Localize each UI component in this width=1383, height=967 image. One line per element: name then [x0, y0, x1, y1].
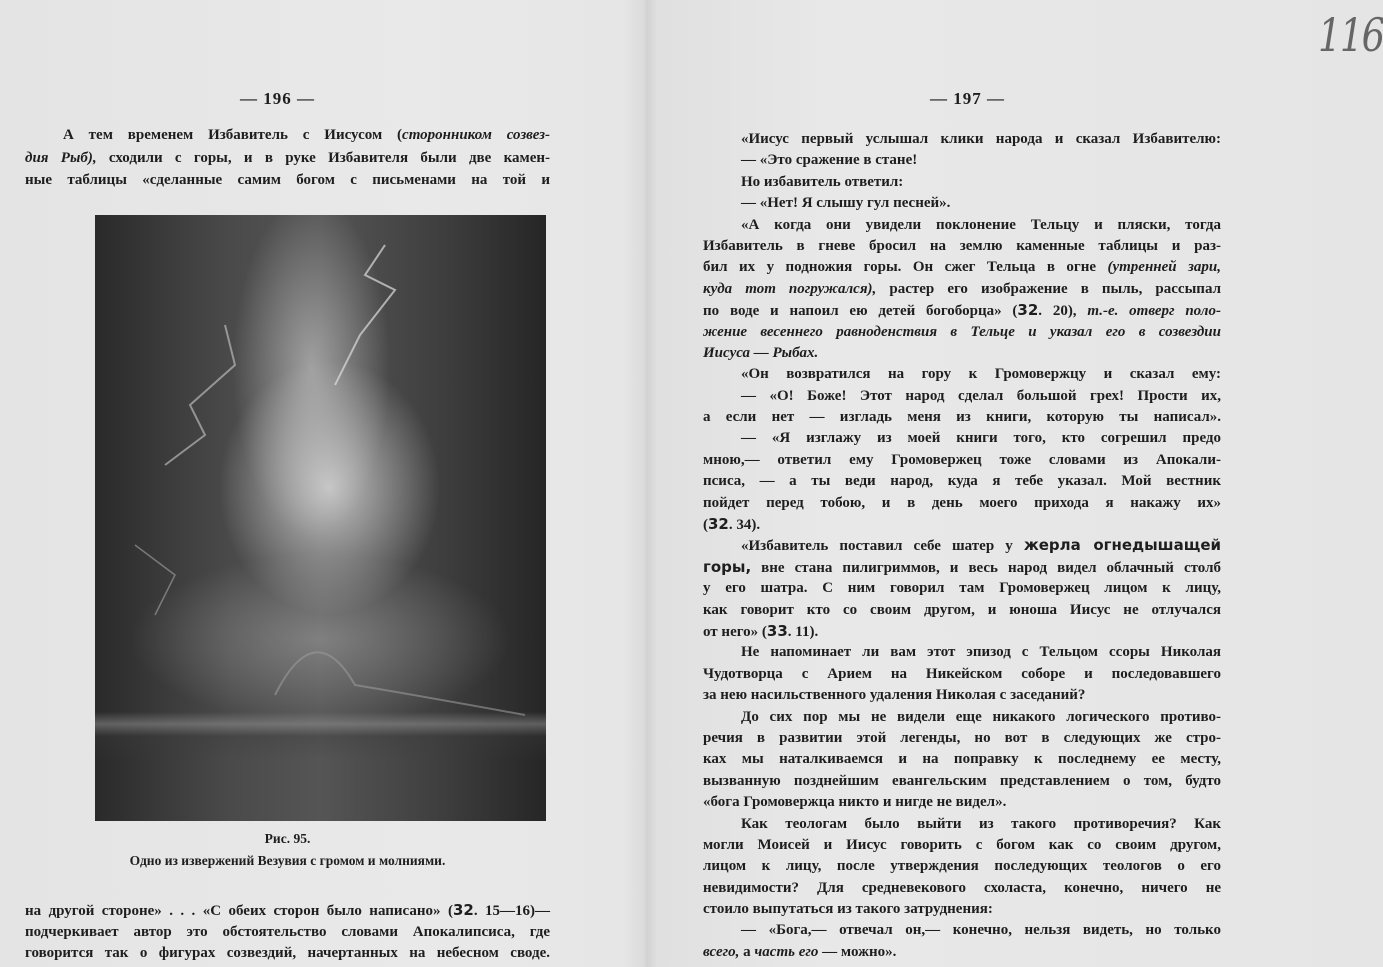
text-segment: могли Моисей и Иисус говорить с богом как со своим другом,	[703, 836, 1221, 853]
bold-text-segment: 32	[1017, 301, 1039, 320]
text-segment: вне стана пилигриммов, и весь народ видел облачный столб	[751, 559, 1221, 576]
text-line	[703, 450, 1221, 471]
text-line	[703, 707, 1221, 728]
text-line	[703, 878, 1221, 899]
text-segment: от него» (	[703, 623, 767, 640]
text-line	[25, 922, 550, 944]
text-segment: стоило выпутаться из такого затруднения:	[703, 901, 993, 918]
text-line	[703, 428, 1221, 449]
bold-text-segment: жерла огнедышащей	[1023, 536, 1221, 555]
text-line	[25, 124, 550, 147]
text-line	[703, 279, 1221, 300]
italic-text-segment: дия Рыб),	[25, 149, 97, 166]
text-segment: подчеркивает автор это обстоятельство словами Апокалипсиса, где	[25, 923, 550, 940]
text-segment: Как теологам было выйти из такого противоречия? Как	[741, 815, 1221, 832]
text-line	[703, 493, 1221, 514]
text-segment: Чудотворца с Арием на Никейском соборе и последовавшего	[703, 665, 1221, 682]
italic-text-segment: сторонником созвез-	[402, 127, 551, 143]
text-segment: — «О! Боже! Этот народ сделал большой грех! Прости их,	[741, 387, 1221, 404]
italic-text-segment: всего,	[703, 943, 740, 960]
text-line	[703, 899, 1221, 920]
text-line	[703, 343, 1221, 364]
text-segment: бил их у подножия горы. Он сжег Тельца в огне	[703, 259, 1108, 276]
italic-text-segment: Иисуса — Рыбах.	[703, 344, 819, 361]
left-page-number: — 196 —	[240, 89, 315, 108]
italic-text-segment: часть его	[754, 943, 819, 960]
text-line	[703, 300, 1221, 321]
text-line	[703, 600, 1221, 621]
text-line	[703, 172, 1221, 193]
text-segment: . 11).	[787, 623, 819, 640]
text-line	[703, 150, 1221, 171]
text-line	[703, 856, 1221, 877]
text-segment: мною,— ответил ему Громовержец тоже словами из Апокали-	[703, 451, 1221, 468]
text-line	[703, 942, 1221, 963]
text-line	[703, 920, 1221, 941]
text-line	[703, 514, 1221, 535]
text-line	[703, 749, 1221, 770]
text-line	[703, 664, 1221, 685]
text-segment: — можно».	[818, 943, 897, 960]
text-segment: — «Я изглажу из моей книги того, кто согрешил предо	[741, 430, 1221, 447]
text-segment: невидимости? Для средневекового схоласта, конечно, ничего не	[703, 879, 1221, 896]
text-segment: речия в развитии этой легенды, но вот в следующих же стро-	[703, 729, 1221, 746]
text-segment: «А когда они увидели поклонение Тельцу и пляски, тогда	[741, 216, 1221, 233]
right-page-text	[703, 129, 1221, 963]
text-line	[703, 835, 1221, 856]
text-segment: «бога Громовержца никто и нигде не видел».	[703, 794, 1007, 811]
text-line	[25, 943, 550, 965]
text-segment: вызванную позднейшим евангельским представлением о том, будто	[703, 772, 1221, 789]
text-line	[703, 193, 1221, 214]
text-segment: . 20),	[1038, 303, 1088, 320]
text-line	[703, 236, 1221, 257]
text-segment: — «Нет! Я слышу гул песней».	[741, 195, 951, 212]
text-segment: растер его изображение в пыль, рассыпал	[876, 280, 1221, 297]
text-segment: «Избавитель поставил себе шатер у	[741, 538, 1024, 555]
text-segment: пойдет перед тобою, и в день моего прихода я накажу их»	[703, 494, 1221, 511]
text-segment: «Он возвратился на гору к Громовержцу и сказал ему:	[741, 366, 1221, 383]
text-segment: (	[703, 517, 708, 534]
text-segment: как говорит кто со своим другом, и юноша Иисус не отлучался	[703, 601, 1221, 618]
text-line	[703, 535, 1221, 556]
text-segment: «Иисус первый услышал клики народа и сказал Избавителю:	[741, 131, 1221, 147]
bold-text-segment: 33	[766, 621, 788, 640]
text-line	[703, 257, 1221, 278]
bold-text-segment: 32	[452, 901, 474, 919]
text-segment: а если нет — изгладь меня из книги, которую ты написал».	[703, 409, 1221, 426]
bold-text-segment: 32	[708, 515, 729, 534]
text-line	[703, 557, 1221, 578]
italic-text-segment: жение весеннего равноденствия в Тельце и указал его в созвездии	[703, 323, 1221, 340]
text-line	[25, 147, 550, 170]
text-segment: ные таблицы «сделанные самим богом с письменами на той и	[25, 172, 550, 188]
italic-text-segment: куда тот погружался),	[703, 280, 877, 297]
text-line	[703, 685, 1221, 706]
figure-caption-number: Рис. 95.	[264, 831, 311, 846]
text-line	[703, 215, 1221, 236]
text-line	[703, 407, 1221, 428]
text-segment: сходили с горы, и в руке Избавителя были две камен-	[96, 149, 551, 166]
handwritten-folio-number: 116	[1318, 8, 1383, 62]
text-segment: До сих пор мы не видели еще никакого логического противо-	[741, 708, 1221, 725]
text-line	[703, 364, 1221, 385]
text-line	[703, 642, 1221, 663]
text-segment: Но избавитель ответил:	[741, 173, 904, 190]
text-line	[703, 621, 1221, 642]
left-page-top-text	[25, 124, 550, 192]
text-segment: — «Это сражение в стане!	[741, 152, 918, 169]
figure-caption-text: Одно из извержений Везувия с громом и молниями.	[129, 853, 446, 868]
text-segment: а	[739, 943, 755, 960]
text-segment: за нею насильственного удаления Николая с заседаний?	[703, 687, 1086, 704]
text-line	[703, 792, 1221, 813]
text-segment: по воде и напоил ею детей богоборца» (	[703, 303, 1018, 320]
text-line	[703, 728, 1221, 749]
text-segment: лицом к лицу, после утверждения последующих теологов о его	[703, 858, 1221, 875]
text-segment: Избавитель в гневе бросил на землю каменные таблицы и раз-	[703, 237, 1221, 254]
text-segment: псиса, — а ты веди народ, куда я тебе указал. Мой вестник	[703, 473, 1221, 490]
text-segment: А тем временем Избавитель с Иисусом (	[63, 127, 403, 143]
text-segment: Не напоминает ли вам этот эпизод с Тельцом ссоры Николая	[741, 644, 1221, 661]
text-segment: у его шатра. С ним говорил там Громовержец лицом к лицу,	[703, 580, 1221, 597]
lightning-illustration	[95, 215, 546, 821]
text-line	[703, 578, 1221, 599]
text-line	[703, 386, 1221, 407]
text-segment: говорится так о фигурах созвездий, начертанных на небесном своде.	[25, 945, 550, 962]
text-segment: . 15—16)—	[473, 903, 550, 919]
text-line	[703, 129, 1221, 150]
text-line	[25, 900, 550, 922]
text-line	[703, 322, 1221, 343]
right-page-number: — 197 —	[930, 89, 1005, 108]
text-segment: — «Бога,— отвечал он,— конечно, нельзя видеть, но только	[741, 922, 1221, 939]
text-segment: на другой стороне» . . . «С обеих сторон было написано» (	[25, 903, 453, 919]
figure-vesuvius-eruption	[95, 215, 546, 821]
text-line	[25, 169, 550, 192]
left-page-bottom-text	[25, 900, 550, 965]
bold-text-segment: горы,	[703, 557, 752, 576]
text-line	[703, 471, 1221, 492]
italic-text-segment: (утренней зари,	[1107, 259, 1222, 276]
text-segment: ках мы наталкиваемся и на поправку к последнему ее месту,	[703, 751, 1221, 768]
text-line	[703, 814, 1221, 835]
text-line	[703, 771, 1221, 792]
text-segment: . 34).	[728, 517, 761, 534]
italic-text-segment: т.-е. отверг поло-	[1087, 303, 1221, 320]
